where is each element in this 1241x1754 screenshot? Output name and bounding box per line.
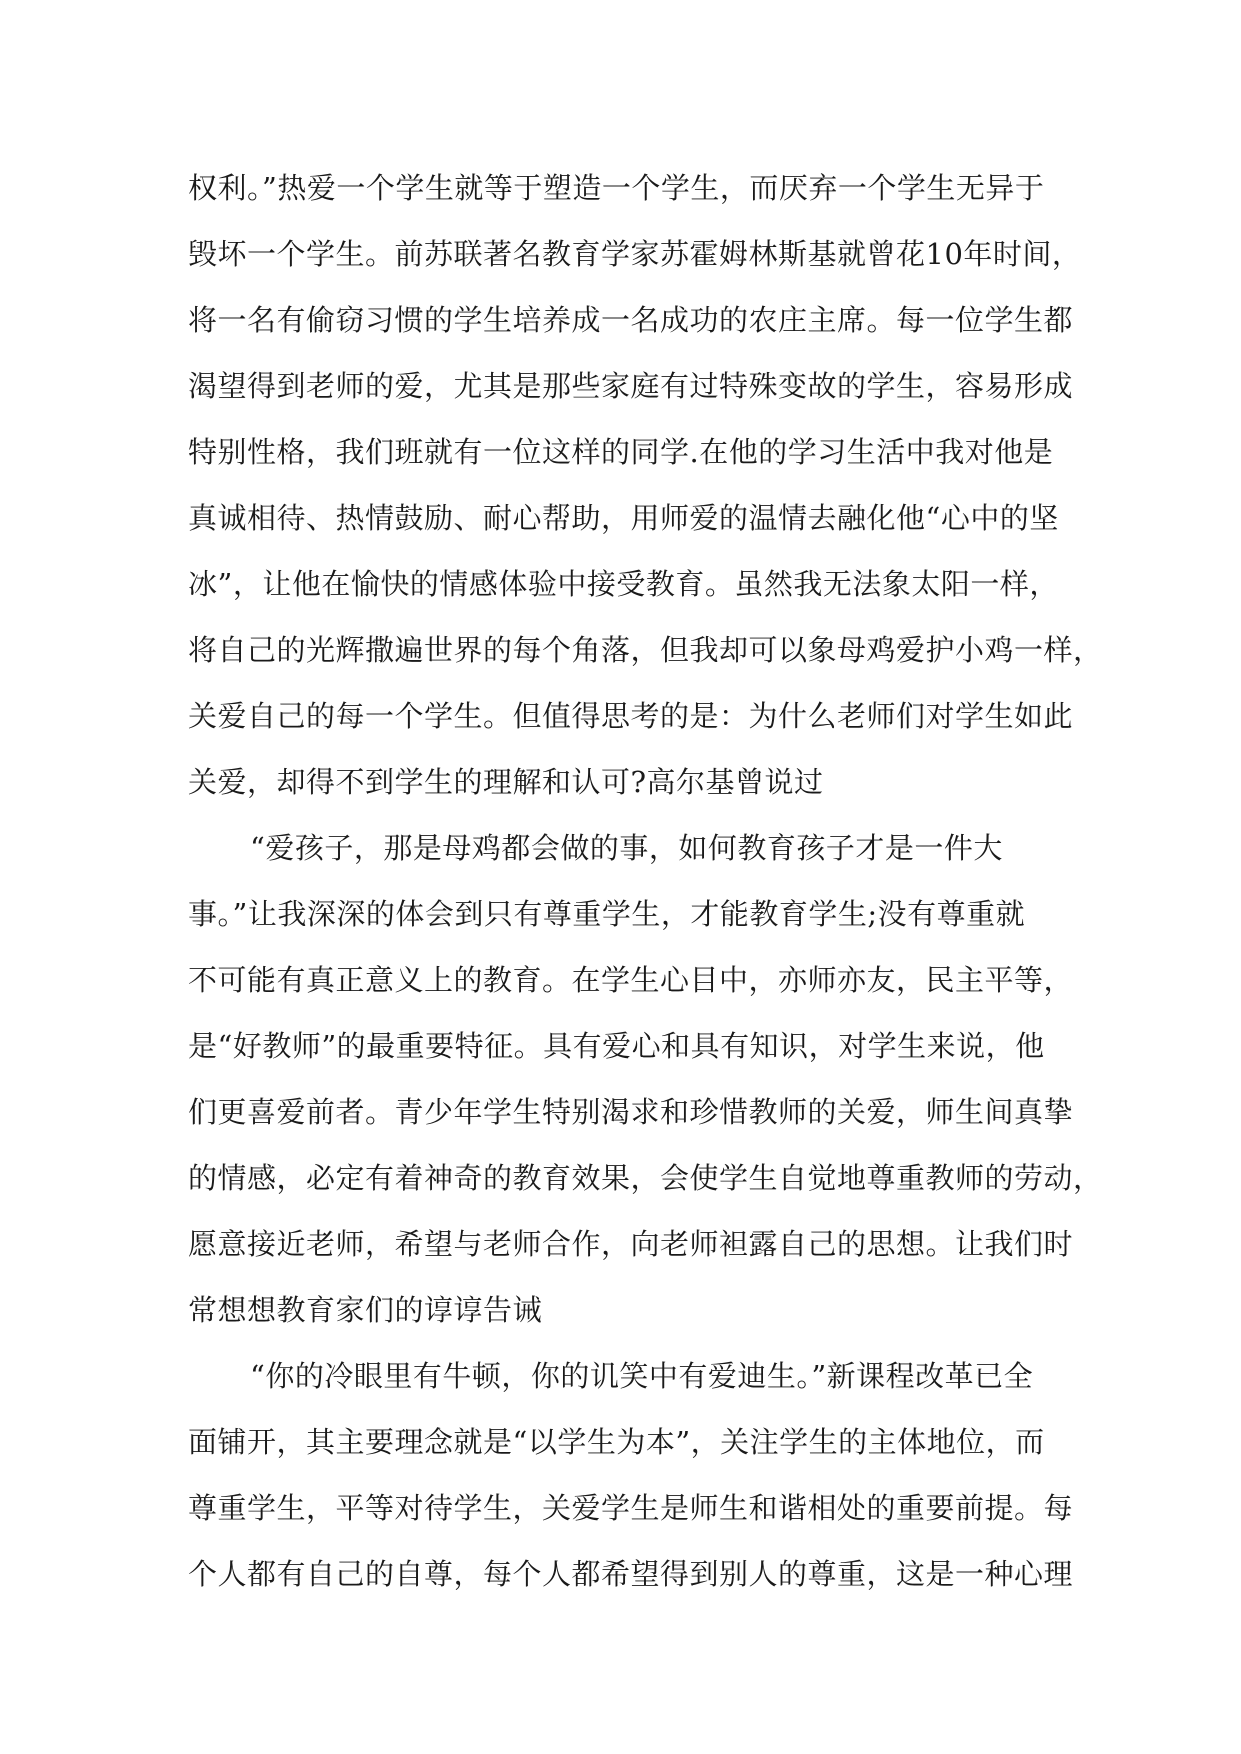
paragraph-start-line: “爱孩子，那是母鸡都会做的事，如何教育孩子才是一件大: [250, 831, 1003, 865]
text-line: 尊重学生，平等对待学生，关爱学生是师生和谐相处的重要前提。每: [188, 1491, 1074, 1525]
text-line: 的情感，必定有着神奇的教育效果，会使学生自觉地尊重教师的劳动，: [188, 1161, 1103, 1195]
text-line: 关爱，却得不到学生的理解和认可?高尔基曾说过: [188, 765, 824, 799]
text-line: 事。”让我深深的体会到只有尊重学生，才能教育学生;没有尊重就: [188, 897, 1026, 931]
text-line: 将自己的光辉撒遍世界的每个角落，但我却可以象母鸡爱护小鸡一样，: [188, 633, 1103, 667]
text-line: 是“好教师”的最重要特征。具有爱心和具有知识，对学生来说，他: [188, 1029, 1045, 1063]
text-line: 个人都有自己的自尊，每个人都希望得到别人的尊重，这是一种心理: [188, 1557, 1074, 1591]
text-line: 不可能有真正意义上的教育。在学生心目中，亦师亦友，民主平等，: [188, 963, 1074, 997]
text-line: 冰”，让他在愉快的情感体验中接受教育。虽然我无法象太阳一样，: [188, 567, 1059, 601]
text-line: 权利。”热爱一个学生就等于塑造一个学生，而厌弃一个学生无异于: [188, 171, 1045, 205]
paragraph-start-line: “你的冷眼里有牛顿，你的讥笑中有爱迪生。”新课程改革已全: [250, 1359, 1034, 1393]
text-line: 们更喜爱前者。青少年学生特别渴求和珍惜教师的关爱，师生间真挚: [188, 1095, 1074, 1129]
text-line: 关爱自己的每一个学生。但值得思考的是：为什么老师们对学生如此: [188, 699, 1074, 733]
text-line: 特别性格，我们班就有一位这样的同学.在他的学习生活中我对他是: [188, 435, 1054, 469]
text-line: 面铺开，其主要理念就是“以学生为本”，关注学生的主体地位，而: [188, 1425, 1045, 1459]
text-line: 渴望得到老师的爱，尤其是那些家庭有过特殊变故的学生，容易形成: [188, 369, 1074, 403]
text-line: 真诚相待、热情鼓励、耐心帮助，用师爱的温情去融化他“心中的坚: [188, 501, 1059, 535]
text-line: 愿意接近老师，希望与老师合作，向老师袒露自己的思想。让我们时: [188, 1227, 1074, 1261]
text-line: 毁坏一个学生。前苏联著名教育学家苏霍姆林斯基就曾花10年时间，: [188, 237, 1082, 271]
text-line: 将一名有偷窃习惯的学生培养成一名成功的农庄主席。每一位学生都: [188, 303, 1074, 337]
body-text: [188, 155, 1103, 1607]
text-line: 常想想教育家们的谆谆告诫: [188, 1293, 543, 1327]
